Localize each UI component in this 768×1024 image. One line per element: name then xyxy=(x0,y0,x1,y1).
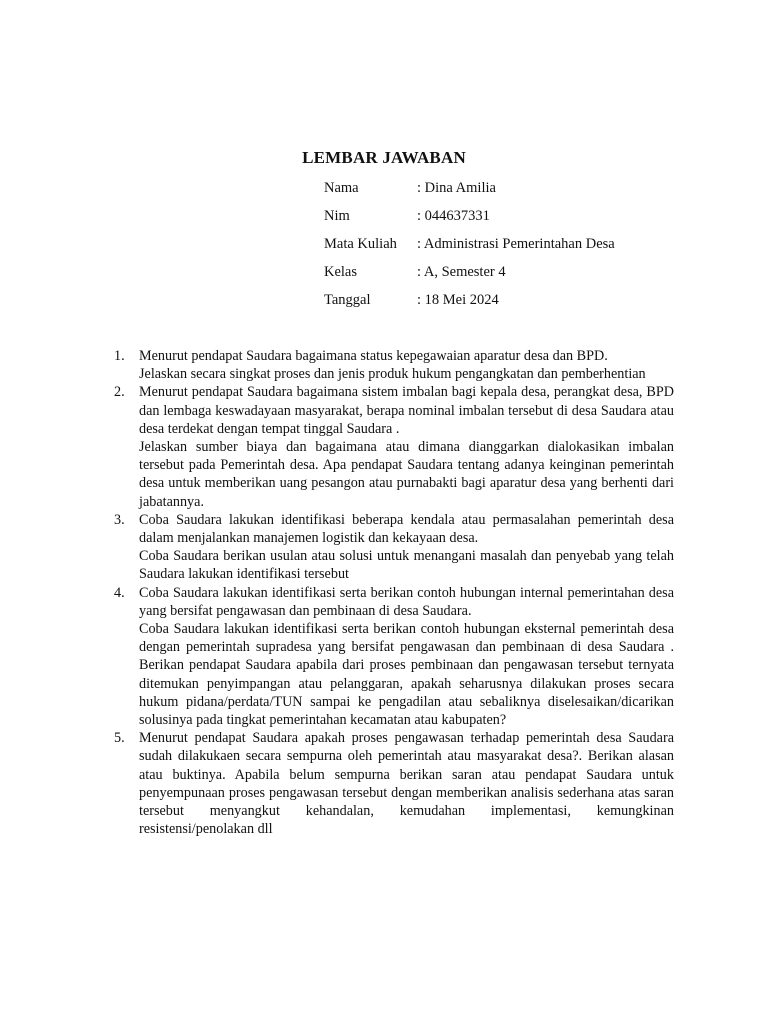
info-label: Kelas xyxy=(324,264,358,280)
question-body xyxy=(139,729,674,838)
info-label: Mata Kuliah xyxy=(324,236,397,252)
question-paragraph: Coba Saudara berikan usulan atau solusi untuk menangani masalah dan penyebab yang telah Saudara lakukan identifikasi tersebut xyxy=(139,548,674,583)
question-number: 5. xyxy=(114,730,125,747)
info-value: : A, Semester 4 xyxy=(417,264,506,280)
question-paragraph: Jelaskan secara singkat proses dan jenis produk hukum pengangkatan dan pemberhentian xyxy=(139,366,646,383)
info-row-nim xyxy=(324,207,615,235)
question-item xyxy=(114,584,674,730)
page-title: LEMBAR JAWABAN xyxy=(302,148,466,167)
info-value: : Dina Amilia xyxy=(417,180,496,196)
info-row-nama xyxy=(324,179,615,207)
question-item xyxy=(114,347,674,383)
question-paragraph: Menurut pendapat Saudara bagaimana sistem imbalan bagi kepala desa, perangkat desa, BPD dan lembaga keswadayaan masyarakat, berapa nominal imbalan tersebut di desa Saudara atau desa terdekat dengan tempat tinggal Saudara . xyxy=(139,384,674,437)
info-value: : 044637331 xyxy=(417,208,490,224)
question-item xyxy=(114,511,674,584)
info-row-tanggal xyxy=(324,291,615,319)
question-paragraph: Coba Saudara lakukan identifikasi serta berikan contoh hubungan eksternal pemerintah desa dengan pemerintah supradesa yang bersifat pengawasan dan pembinaan di desa Saudara . Berikan pendapat Saudara apabila dari proses pembinaan dan pengawasan tersebut ternyata ditemukan penyimpangan atau pelanggaran, apakah seharusnya dilakukan proses secara hukum pidana/perdata/TUN sampai ke pengadilan atau sebaliknya diselesaikan/dicarikan solusinya pada tingkat pemerintahan kecamatan atau kabupaten? xyxy=(139,621,674,729)
question-paragraph: Coba Saudara lakukan identifikasi serta berikan contoh hubungan internal pemerintahan desa yang bersifat pengawasan dan pembinaan di desa Saudara. xyxy=(139,584,674,619)
info-value: : Administrasi Pemerintahan Desa xyxy=(417,236,615,252)
question-paragraph: Jelaskan sumber biaya dan bagaimana atau dimana dianggarkan dialokasikan imbalan tersebut pada Pemerintah desa. Apa pendapat Saudara tentang adanya keinginan pemerintah desa untuk memberikan uang pesangon atau purnabakti bagi aparatur desa yang berhenti dari jabatannya. xyxy=(139,439,674,510)
question-paragraph: Coba Saudara lakukan identifikasi beberapa kendala atau permasalahan pemerintah desa dalam menjalankan manajemen logistik dan kekayaan desa. xyxy=(139,511,674,547)
info-value: : 18 Mei 2024 xyxy=(417,292,499,308)
info-label: Tanggal xyxy=(324,292,371,308)
question-body xyxy=(139,584,674,730)
question-item xyxy=(114,729,674,838)
question-number: 4. xyxy=(114,584,125,601)
question-number: 1. xyxy=(114,348,125,364)
question-number: 2. xyxy=(114,384,125,401)
info-label: Nim xyxy=(324,208,350,224)
question-list xyxy=(114,347,674,838)
question-body xyxy=(139,347,674,383)
question-number: 3. xyxy=(114,511,125,528)
info-row-kelas xyxy=(324,263,615,291)
info-row-mata-kuliah xyxy=(324,235,615,263)
question-body xyxy=(139,383,674,510)
info-label: Nama xyxy=(324,180,359,196)
question-paragraph: Menurut pendapat Saudara apakah proses pengawasan terhadap pemerintah desa Saudara sudah dilakukaen secara sempurna oleh pemerintah atau masyarakat desa?. Berikan alasan atau buktinya. Apabila belum sempurna berikan saran atau pendapat Saudara untuk penyempunaan proses pengawasan tersebut dengan memberikan analisis sederhana atas saran tersebut menyangkut kehandalan, kemudahan implementasi, kemungkinan resistensi/penolakan dll xyxy=(139,730,674,838)
question-body xyxy=(139,511,674,584)
question-item xyxy=(114,383,674,510)
question-paragraph: Menurut pendapat Saudara bagaimana status kepegawaian aparatur desa dan BPD. xyxy=(139,348,608,364)
student-info xyxy=(324,179,615,319)
